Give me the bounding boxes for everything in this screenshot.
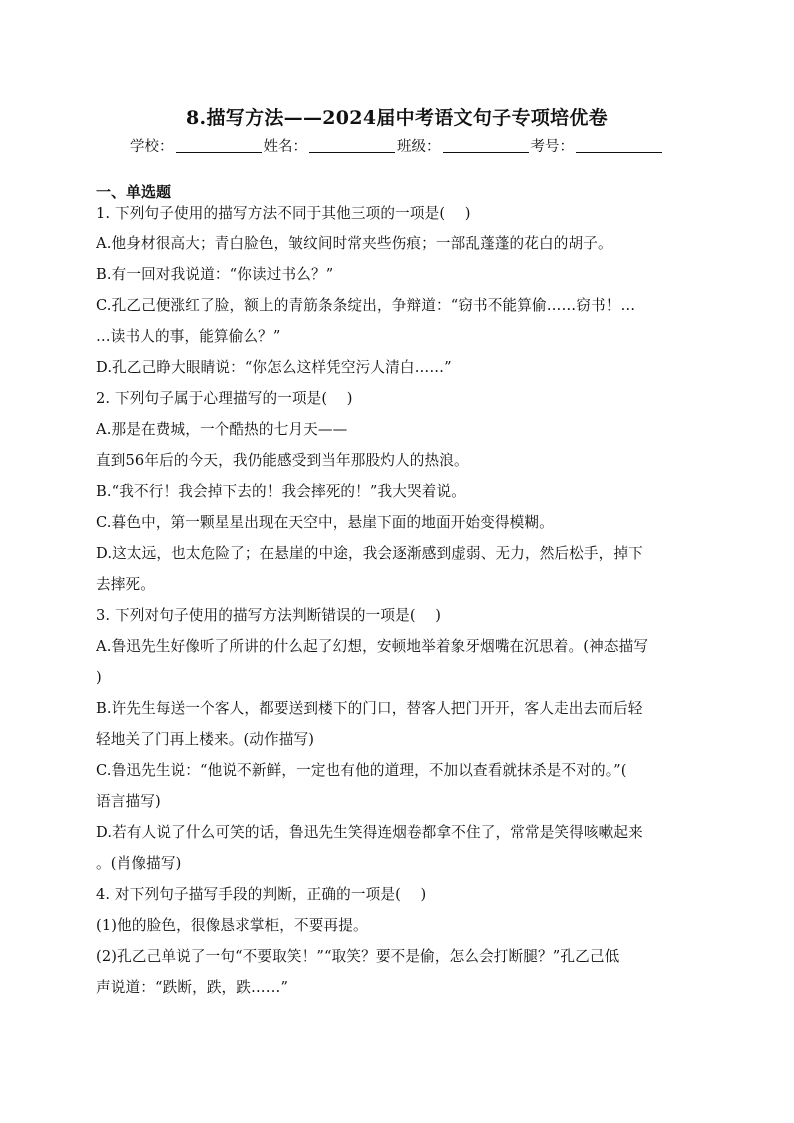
- school-blank[interactable]: [176, 138, 262, 153]
- question-2-option-d: D.这太远，也太危险了；在悬崖的中途，我会逐渐感到虚弱、无力，然后松手，掉下: [96, 545, 643, 562]
- class-blank[interactable]: [443, 138, 529, 153]
- question-3-stem: 3. 下列对句子使用的描写方法判断错误的一项是( ): [96, 607, 442, 624]
- question-3-option-a: A.鲁迅先生好像听了所讲的什么起了幻想，安顿地举着象牙烟嘴在沉思着。(神态描写: [96, 638, 649, 655]
- question-2-option-d-cont: 去摔死。: [96, 576, 155, 593]
- exam-number-blank[interactable]: [576, 138, 662, 153]
- question-3-option-d-cont: 。(肖像描写): [96, 855, 182, 872]
- question-1-stem: 1. 下列句子使用的描写方法不同于其他三项的一项是( ): [96, 205, 471, 222]
- class-label: 班级：: [397, 139, 441, 155]
- question-3-option-b: B.许先生每送一个客人，都要送到楼下的门口，替客人把门开开，客人走出去而后轻: [96, 700, 643, 717]
- question-2-option-c: C.暮色中，第一颗星星出现在天空中，悬崖下面的地面开始变得模糊。: [96, 514, 554, 531]
- question-4-item-2: (2)孔乙己单说了一句“不要取笑！”“取笑？要不是偷，怎么会打断腿？”孔乙己低: [96, 948, 620, 965]
- question-4-stem: 4. 对下列句子描写手段的判断，正确的一项是( ): [96, 886, 427, 903]
- school-field: [130, 135, 264, 156]
- exam-number-label: 考号：: [530, 139, 574, 155]
- question-1-option-d: D.孔乙己睁大眼睛说：“你怎么这样凭空污人清白……”: [96, 359, 452, 376]
- question-2-option-a-cont: 直到56年后的今天，我仍能感受到当年那股灼人的热浪。: [96, 452, 469, 469]
- question-4-item-1: (1)他的脸色，很像恳求掌柜，不要再提。: [96, 917, 368, 934]
- question-2-option-a: A.那是在费城，一个酷热的七月天——: [96, 421, 348, 438]
- question-1-option-a: A.他身材很高大；青白脸色，皱纹间时常夹些伤痕；一部乱蓬蓬的花白的胡子。: [96, 235, 613, 252]
- student-info-line: [0, 135, 794, 156]
- question-2-stem: 2. 下列句子属于心理描写的一项是( ): [96, 390, 353, 407]
- class-field: [397, 135, 531, 156]
- question-3-option-c-cont: 语言描写): [96, 793, 161, 810]
- section-heading: 一、单选题: [96, 183, 172, 201]
- page-title: 8.描写方法——2024届中考语文句子专项培优卷: [186, 107, 608, 129]
- question-1-option-c-cont: …读书人的事，能算偷么？”: [96, 328, 281, 345]
- question-4-item-2-cont: 声说道：“跌断，跌，跌……”: [96, 979, 289, 996]
- question-1-option-b: B.有一回对我说道：“你读过书么？”: [96, 266, 334, 283]
- name-field: [264, 135, 398, 156]
- question-2-option-b: B.“我不行！我会掉下去的！我会摔死的！”我大哭着说。: [96, 483, 466, 500]
- name-blank[interactable]: [309, 138, 395, 153]
- name-label: 姓名：: [263, 139, 307, 155]
- question-3-option-d: D.若有人说了什么可笑的话，鲁迅先生笑得连烟卷都拿不住了，常常是笑得咳嗽起来: [96, 824, 643, 841]
- question-3-option-b-cont: 轻地关了门再上楼来。(动作描写): [96, 731, 315, 748]
- school-label: 学校：: [130, 139, 174, 155]
- question-3-option-c: C.鲁迅先生说：“他说不新鲜，一定也有他的道理，不加以查看就抹杀是不对的。”(: [96, 762, 627, 779]
- exam-number-field: [531, 135, 665, 156]
- question-1-option-c: C.孔乙己便涨红了脸，额上的青筋条条绽出，争辩道：“窃书不能算偷……窃书！…: [96, 297, 636, 314]
- question-3-option-a-cont: ): [96, 669, 102, 686]
